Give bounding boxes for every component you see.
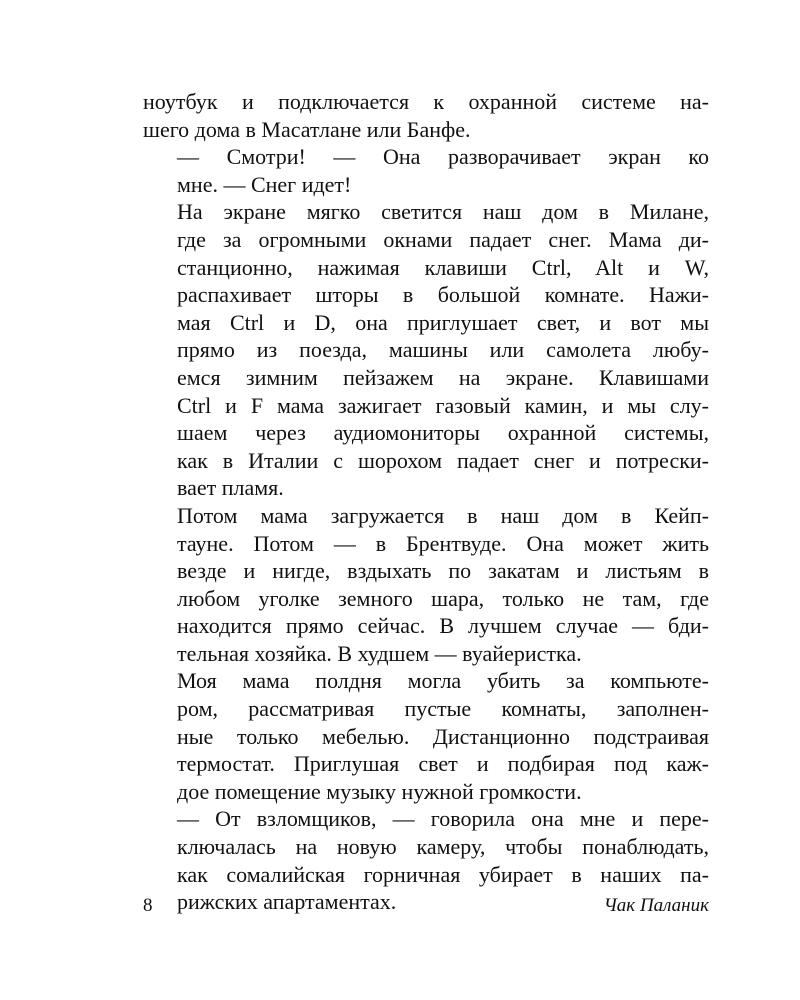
text-line: ные только мебелью. Дистанционно подстраивая (177, 723, 709, 749)
text-line: термостат. Приглушая свет и подбирая под каж- (177, 751, 709, 777)
text-line: Ctrl и F мама зажигает газовый камин, и мы слу- (177, 392, 709, 418)
text-line: Потом мама загружается в наш дом в Кейп- (177, 502, 709, 528)
text-line: любом уголке земного шара, только не там, где (177, 585, 709, 611)
page-footer (143, 895, 709, 919)
text-line: станционно, нажимая клавиши Ctrl, Alt и W, (177, 254, 709, 280)
text-line: — От взломщиков, — говорила она мне и пере- (177, 806, 709, 832)
text-line: вает пламя. (177, 475, 284, 501)
text-line: мне. — Снег идет! (177, 171, 352, 197)
paragraph (143, 88, 709, 143)
text-line: — Смотри! — Она разворачивает экран ко (177, 144, 709, 170)
text-line: На экране мягко светится наш дом в Милане, (177, 199, 709, 225)
text-line: находится прямо сейчас. В лучшем случае — бди- (177, 613, 709, 639)
paragraph (143, 198, 709, 502)
paragraph (143, 502, 709, 668)
text-line: как сомалийская горничная убирает в наших па- (177, 861, 709, 887)
paragraph (143, 143, 709, 198)
text-line: шаем через аудиомониторы охранной системы, (177, 420, 709, 446)
running-title: Чак Паланик (603, 895, 709, 916)
page-number: 8 (143, 895, 153, 916)
text-line: ноутбук и подключается к охранной системе на- (143, 89, 709, 114)
text-line: тельная хозяйка. В худшем — вуайеристка. (177, 640, 582, 666)
text-line: рижских апартаментах. (177, 889, 397, 915)
text-line: шего дома в Масатлане или Банфе. (143, 116, 471, 142)
paragraph (143, 667, 709, 805)
text-line: везде и нигде, вздыхать по закатам и листьям в (177, 558, 709, 584)
text-line: Моя мама полдня могла убить за компьюте- (177, 668, 709, 694)
text-line: как в Италии с шорохом падает снег и потрески- (177, 447, 709, 473)
text-line: тауне. Потом — в Брентвуде. Она может жить (177, 530, 709, 556)
text-line: ключалась на новую камеру, чтобы понаблюдать, (177, 834, 709, 860)
text-line: где за огромными окнами падает снег. Мама ди- (177, 226, 709, 252)
text-line: емся зимним пейзажем на экране. Клавишами (177, 364, 709, 390)
text-line: распахивает шторы в большой комнате. Нажи- (177, 282, 709, 308)
text-line: ром, рассматривая пустые комнаты, заполнен- (177, 696, 709, 722)
text-line: мая Ctrl и D, она приглушает свет, и вот мы (177, 309, 709, 335)
text-line: дое помещение музыку нужной громкости. (177, 778, 582, 804)
page-body (143, 88, 709, 916)
text-line: прямо из поезда, машины или самолета любу- (177, 337, 709, 363)
